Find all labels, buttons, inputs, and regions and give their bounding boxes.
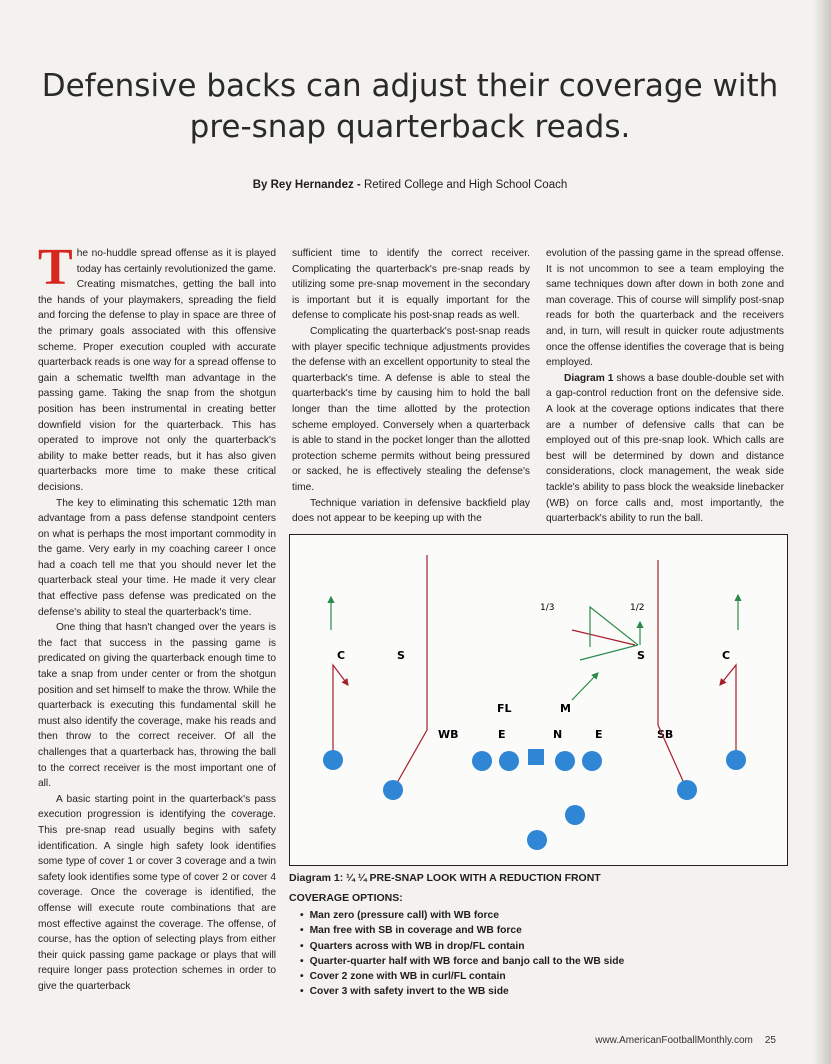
player-wr-right <box>726 750 746 770</box>
player-tackle-right <box>582 751 602 771</box>
play-diagram <box>289 534 788 866</box>
paragraph: A basic starting point in the quarterback's pass execution progression is identifying the coverage. This pre-snap read usually begins with safety identification. A single high safety look identifies some type of cover 1 or cover 3 coverage and a twin safety look identifies some type of cover 2 or cover 4 coverage. Once the coverage is identified, the offense will execute route combinations that are most effective against the coverage. The offense, of course, has the option of selecting plays from either their quick passing game package or plays that will require longer pass protection schemes in order to give the quarterback <box>38 793 276 992</box>
player-guard-right <box>555 751 575 771</box>
diagram-reference: Diagram 1 <box>564 372 614 384</box>
offense-players <box>323 749 746 850</box>
green-arrows <box>331 595 738 700</box>
player-wr-inside-right <box>677 780 697 800</box>
label-nose: N <box>553 728 563 741</box>
arrow-mike <box>572 673 598 700</box>
route-right-sb <box>658 560 687 790</box>
diagram-caption: Diagram 1: ¼ ¼ PRE-SNAP LOOK WITH A REDUCTION FRONT <box>289 872 601 884</box>
line-third-half <box>590 607 638 647</box>
paragraph: sufficient time to identify the correct receiver. Complicating the quarterback's pre-snap reads by utilizing some pre-snap movement in the secondary is important but it is equally important for the defense to complicate his post-snap reads as well. <box>292 248 530 322</box>
list-item: • Quarter-quarter half with WB force and banjo call to the WB side <box>300 954 624 969</box>
author-role: Retired College and High School Coach <box>363 179 568 191</box>
safety-route <box>572 630 635 645</box>
player-guard-left <box>499 751 519 771</box>
page-binding-shadow <box>813 0 831 1064</box>
route-right-cb <box>720 665 736 750</box>
drop-cap: T <box>38 239 73 296</box>
player-wr-left <box>323 750 343 770</box>
paragraph: Technique variation in defensive backfield play does not appear to be keeping up with the <box>292 497 530 525</box>
label-wb: WB <box>438 728 459 741</box>
footer-url: www.AmericanFootballMonthly.com <box>595 1035 753 1046</box>
paragraph: evolution of the passing game in the spread offense. It is not uncommon to see a team employing the same techniques down after down in both zone and man coverage. This of course will simplify post-snap reads for both the quarterback and the receivers and, in turn, will result in quicker route adjustments once the offense identifies the coverage that is being employed. <box>546 248 784 369</box>
player-center <box>528 749 544 765</box>
paragraph: One thing that hasn't changed over the years is the fact that success in the passing game is predicated on giving the quarterback enough time to take a snap from under center or from the shotgun position and set himself to make the throw. While the quarterback is executing this fundamental skill he must also identify the coverage, make his reads and then throw to the correct receiver. Of all the challenges that a quarterback has, throwing the ball to the correct receiver is the most important one of all. <box>38 622 276 790</box>
page-footer <box>595 1035 776 1046</box>
label-cb-right: C <box>722 649 731 662</box>
list-item: • Cover 2 zone with WB in curl/FL contain <box>300 969 624 984</box>
route-left-wb <box>393 555 427 790</box>
player-tackle-left <box>472 751 492 771</box>
label-fl: FL <box>497 702 512 715</box>
label-safety-right: S <box>637 649 645 662</box>
article-title: Defensive backs can adjust their coverage with pre-snap quarterback reads. <box>41 68 779 145</box>
player-rb <box>527 830 547 850</box>
byline <box>0 179 820 191</box>
list-item: • Man zero (pressure call) with WB force <box>300 908 624 923</box>
label-one-half: 1/2 <box>630 603 645 613</box>
label-end-right: E <box>595 728 603 741</box>
author-name: By Rey Hernandez <box>252 179 354 191</box>
label-one-third: 1/3 <box>540 603 555 613</box>
label-sb: SB <box>657 728 674 741</box>
list-item: • Man free with SB in coverage and WB force <box>300 923 624 938</box>
list-item: • Cover 3 with safety invert to the WB side <box>300 984 624 999</box>
paragraph: Complicating the quarterback's post-snap reads with player specific technique adjustments provides the defense with an excellent opportunity to steal the quarterback's time. A defense is able to steal the quarterback's time by causing him to hold the ball longer than the time allotted by the protection scheme employed. Conversely when a quarterback is able to stand in the pocket longer than the allotted protection scheme permits without being pressured or sacked, he is effectively stealing the defense's time. <box>292 325 530 493</box>
page-number: 25 <box>764 1035 776 1046</box>
line-safety-drop <box>580 645 638 660</box>
coverage-options-title: COVERAGE OPTIONS: <box>289 892 403 904</box>
paragraph: Diagram 1 shows a base double-double set with a gap-control reduction front on the defensive side. A look at the coverage options indicates that there are a number of defensive calls that can be employed out of this pre-snap look. Which calls are best will be determined by down and distance considerations, clock management, the weak side tackle's ability to pass block the weakside linebacker (WB) on force calls and, most importantly, the quarterback's ability to run the ball. <box>546 372 784 525</box>
player-wr-inside-left <box>383 780 403 800</box>
paragraph: The key to eliminating this schematic 12th man advantage from a pass defense standpoint centers on what is perhaps the most important commodity in the game. Very early in my coaching career I once had a coach tell me that you should never let the quarterback steal your time. He made it very clear that effective pass defense was predicated on the defense's ability to steal the quarterback's time. <box>38 497 276 618</box>
player-qb <box>565 805 585 825</box>
defense-labels <box>337 603 730 741</box>
list-item: • Quarters across with WB in drop/FL contain <box>300 939 624 954</box>
diagram-svg <box>290 535 787 865</box>
paragraph: The no-huddle spread offense as it is played today has certainly revolutionized the game. Creating mismatches, getting the ball into the hands of your playmakers, spreading the field and forcing the defense to play in space are three of the primary goals associated with this offensive scheme. Proper execution coupled with accurate quarterback reads is one way for a spread offense to gain a schematic twelfth man advantage in the passing game. Taking the snap from the shotgun position has been instrumental in creating better downfield vision for the quarterback. This has operated to improve not only the quarterback's ability to make better reads, but it has also given quarterbacks more time to make these critical decisions. <box>38 239 276 493</box>
byline-separator: - <box>353 179 364 191</box>
coverage-options-list <box>300 908 624 1000</box>
label-m: M <box>560 702 571 715</box>
route-left-cb <box>333 665 348 750</box>
label-end-left: E <box>498 728 506 741</box>
column-2 <box>292 246 530 527</box>
label-safety-left: S <box>397 649 405 662</box>
column-1 <box>38 239 276 995</box>
label-cb-left: C <box>337 649 346 662</box>
column-3 <box>546 246 784 527</box>
